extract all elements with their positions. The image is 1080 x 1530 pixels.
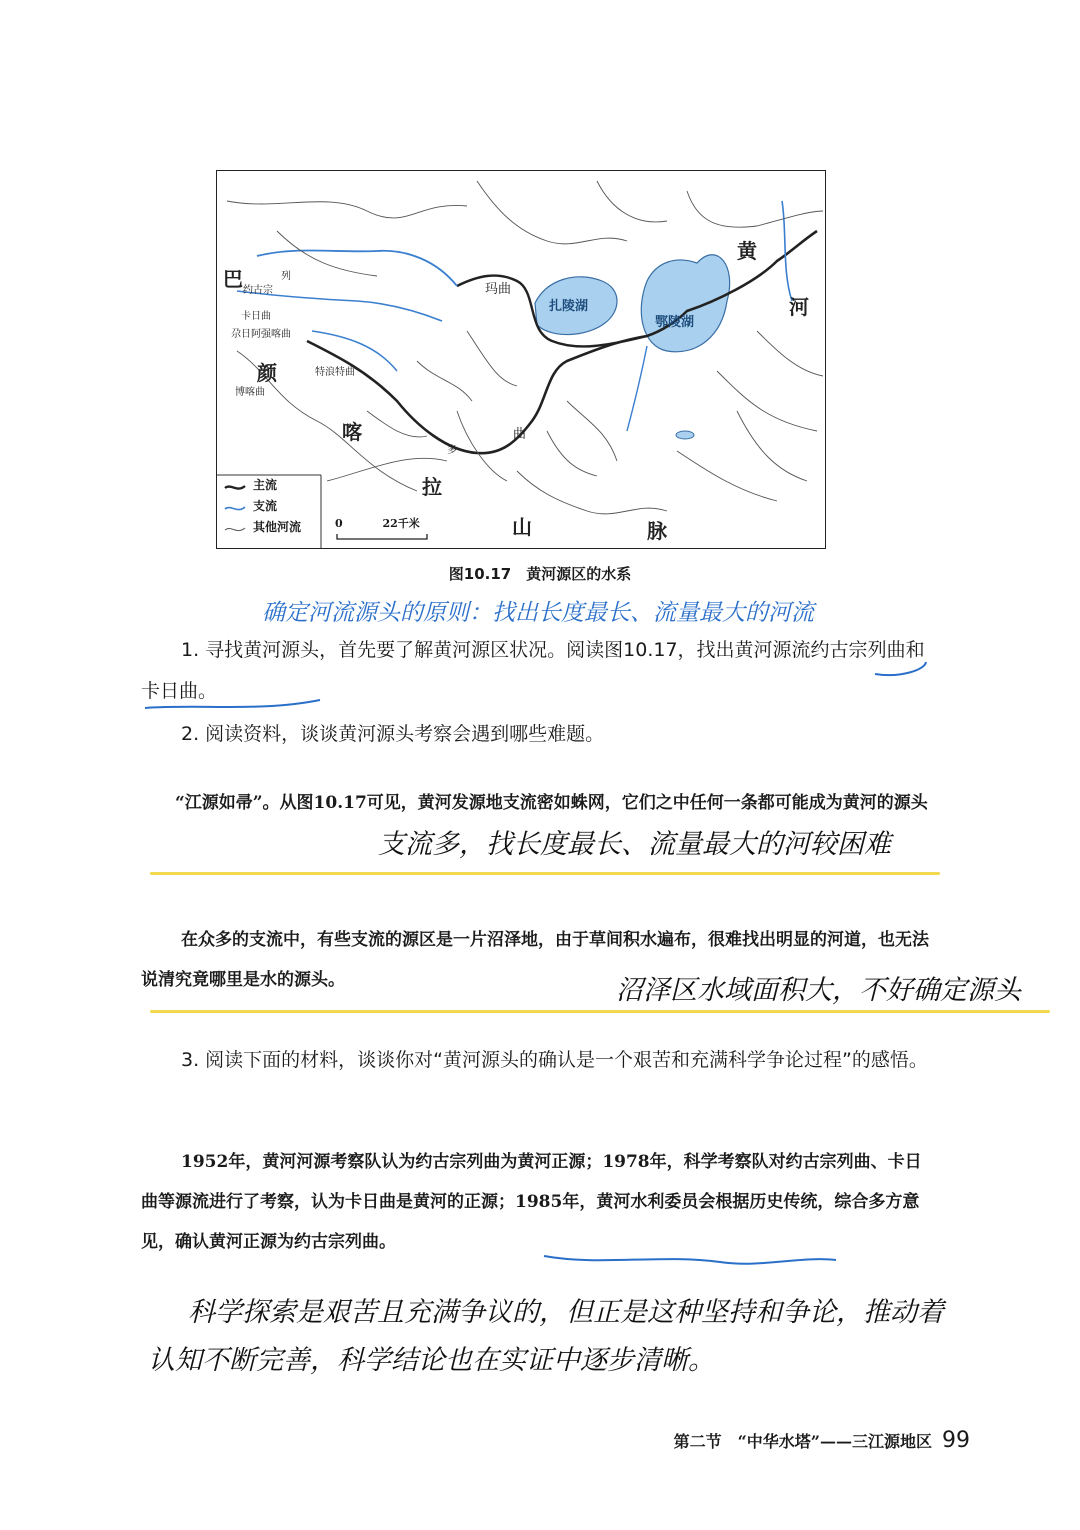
label-bokaqu: 博喀曲 xyxy=(235,387,265,398)
label-duo: 多 xyxy=(447,445,457,456)
question-3 xyxy=(141,1040,941,1081)
material-2-text: 在众多的支流中，有些支流的源区是一片沼泽地，由于草间积水遍布，很难找出明显的河道，也无法说清究竟哪里是水的源头。 xyxy=(141,930,929,990)
small-lake xyxy=(676,431,694,439)
question-3-text: 3. 阅读下面的材料，谈谈你对“黄河源头的确认是一个艰苦和充满科学争论过程”的感悟。 xyxy=(181,1049,928,1071)
label-la: 拉 xyxy=(422,475,442,499)
tributary-4 xyxy=(627,346,647,431)
question-2 xyxy=(141,714,941,755)
label-ka: 喀 xyxy=(342,420,362,444)
label-maqu: 玛曲 xyxy=(485,282,512,297)
question-1-text: 1. 寻找黄河源头，首先要了解黄河源区状况。阅读图10.17，找出黄河源流约古宗列曲和卡日曲。 xyxy=(141,639,925,702)
blue-underline-q1 xyxy=(140,660,930,720)
label-eling-lake: 鄂陵湖 xyxy=(655,315,695,330)
label-telang: 特浪特曲 xyxy=(315,367,355,378)
handwriting-note-1: 支流多，找长度最长、流量最大的河较困难 xyxy=(378,829,891,860)
label-shan: 山 xyxy=(512,515,532,539)
scale-bar xyxy=(335,515,420,531)
main-stream xyxy=(307,231,817,453)
label-lie: 列 xyxy=(281,271,291,282)
figure-caption: 图10.17 黄河源区的水系 xyxy=(448,565,632,583)
question-2-text: 2. 阅读资料，谈谈黄河源头考察会遇到哪些难题。 xyxy=(181,723,605,745)
legend-other: 其他河流 xyxy=(253,520,302,534)
label-zhaling-lake: 扎陵湖 xyxy=(549,299,589,314)
label-huang: 黄 xyxy=(737,239,757,263)
river-network xyxy=(217,171,825,548)
handwriting-note-2: 沼泽区水域面积大，不好确定源头 xyxy=(616,975,1021,1006)
label-kari: 卡日曲 xyxy=(241,311,271,322)
footer-section: 第二节 “中华水塔”——三江源地区 xyxy=(673,1432,932,1451)
map-legend xyxy=(223,475,301,538)
scale-zero: 0 xyxy=(335,517,343,530)
label-mai: 脉 xyxy=(647,519,667,543)
legend-tributary: 支流 xyxy=(253,499,278,513)
legend-main: 主流 xyxy=(253,478,278,492)
label-yueguzong: 约古宗 xyxy=(243,285,273,296)
map-figure xyxy=(216,170,826,549)
blue-underline-m3 xyxy=(540,1244,840,1274)
label-nari: 尕日阿强喀曲 xyxy=(231,329,291,340)
material-3-text: 1952年，黄河河源考察队认为约古宗列曲为黄河正源；1978年，科学考察队对约古宗列曲、卡日曲等源流进行了考察，认为卡日曲是黄河的正源；1985年，黄河水利委员会根据历史传统，综合多方意见，确认黄河正源为约古宗列曲。 xyxy=(141,1152,922,1252)
label-yan: 颜 xyxy=(257,361,277,385)
highlight-line-2 xyxy=(150,1010,1050,1013)
handwriting-principle: 确定河流源头的原则：找出长度最长、流量最大的河流 xyxy=(262,600,814,626)
scale-distance: 22千米 xyxy=(382,517,420,530)
eling-lake xyxy=(641,255,729,352)
other-rivers xyxy=(227,181,823,514)
highlight-line-1 xyxy=(150,872,940,875)
page-number: 99 xyxy=(942,1428,970,1453)
label-ba: 巴 xyxy=(223,267,243,291)
label-he: 河 xyxy=(789,295,809,319)
material-1 xyxy=(141,783,931,823)
label-qu: 曲 xyxy=(513,427,527,442)
page-footer xyxy=(674,1428,970,1453)
handwriting-conclusion-2: 认知不断完善，科学结论也在实证中逐步清晰。 xyxy=(148,1345,715,1376)
handwriting-conclusion-1: 科学探索是艰苦且充满争议的，但正是这种坚持和争论，推动着 xyxy=(188,1297,944,1328)
material-1-text: “江源如帚”。从图10.17可见，黄河发源地支流密如蛛网，它们之中任何一条都可能成为黄河的源头 xyxy=(175,793,928,813)
